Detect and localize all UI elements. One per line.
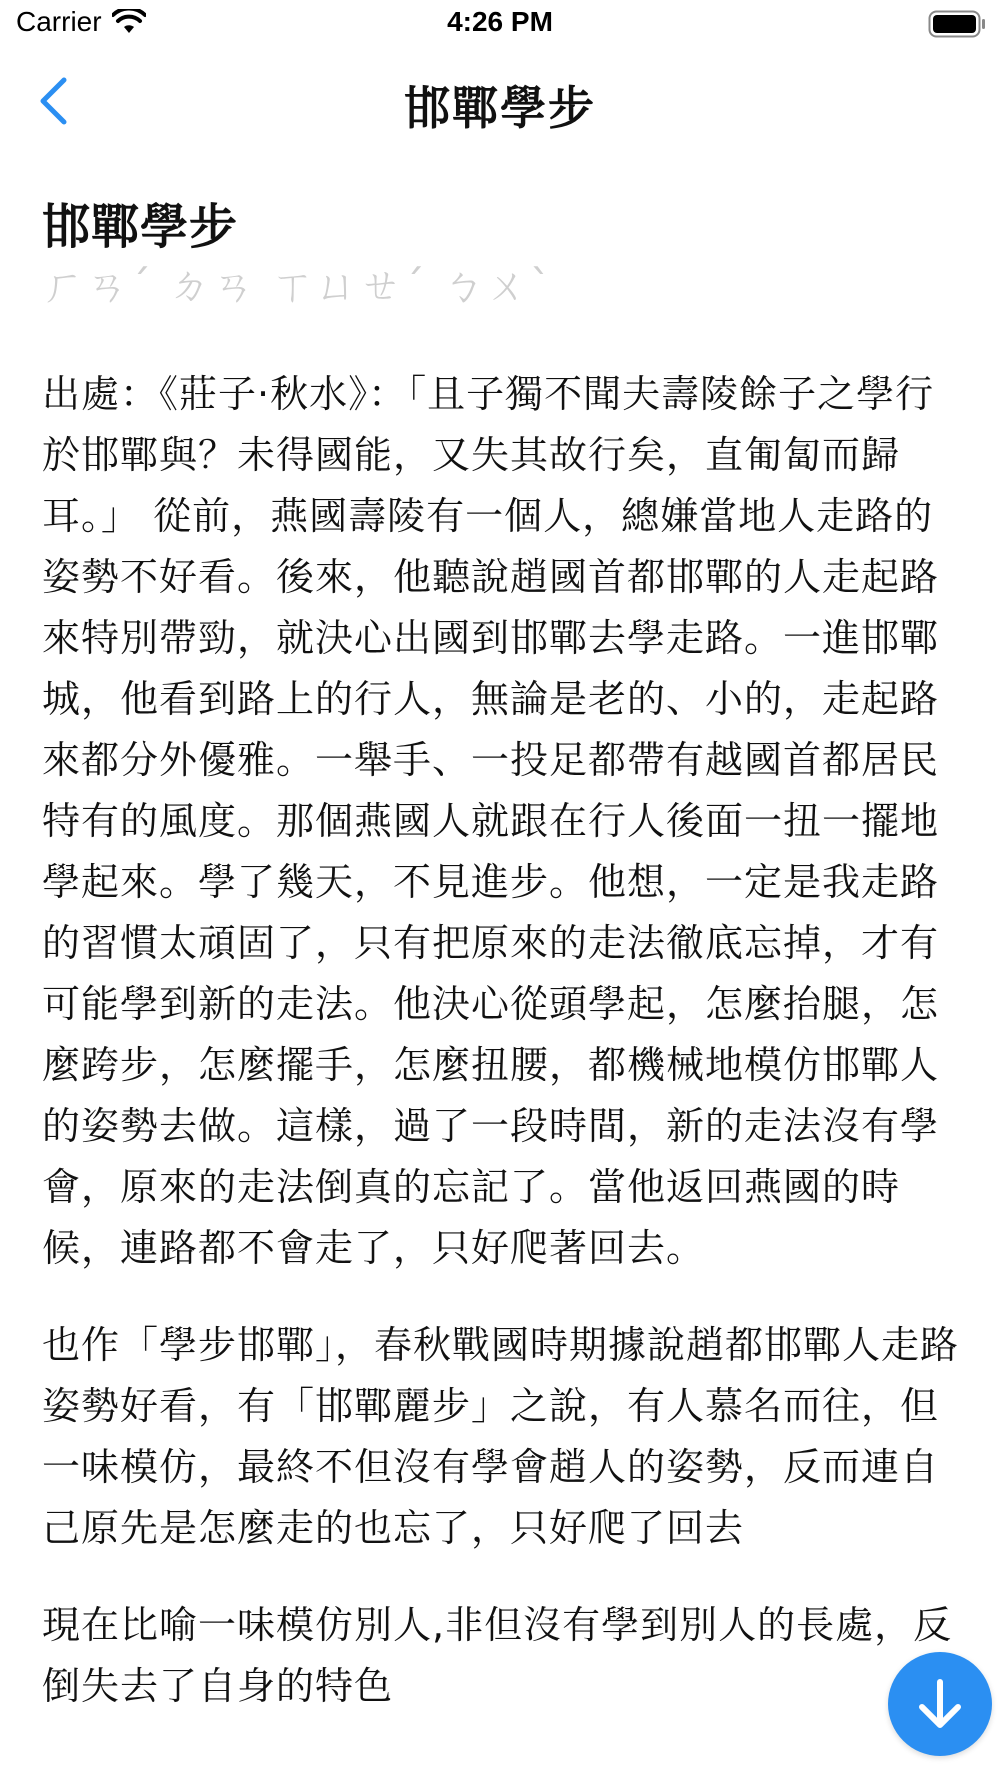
idiom-detail-content <box>42 196 962 1753</box>
navigation-bar <box>0 52 1000 148</box>
origin-paragraph: 出處：《莊子·秋水》：「且子獨不聞夫壽陵餘子之學行於邯鄲與？未得國能，又失其故行矣，直匍匐而歸耳。」 從前，燕國壽陵有一個人，總嫌當地人走路的姿勢不好看。後來，他聽說趙國首都邯鄲的人走起路來特別帶勁，就決心出國到邯鄲去學走路。一進邯鄲城，他看到路上的行人，無論是老的、小的，走起路來都分外優雅。一舉手、一投足都帶有越國首都居民特有的風度。那個燕國人就跟在行人後面一扭一擺地學起來。學了幾天，不見進步。他想，一定是我走路的習慣太頑固了，只有把原來的走法徹底忘掉，才有可能學到新的走法。他決心從頭學起，怎麼抬腿，怎麼跨步，怎麼擺手，怎麼扭腰，都機械地模仿邯鄲人的姿勢去做。這樣，過了一段時間，新的走法沒有學會，原來的走法倒真的忘記了。當他返回燕國的時候，連路都不會走了，只好爬著回去。 <box>42 372 940 1270</box>
idiom-title: 邯鄲學步 <box>42 199 239 255</box>
status-bar <box>0 0 1000 50</box>
arrow-down-icon <box>910 1674 970 1734</box>
carrier-label: Carrier <box>16 6 102 37</box>
nav-title: 邯鄲學步 <box>404 81 596 135</box>
variant-paragraph: 也作「學步邯鄲」，春秋戰國時期據說趙都邯鄲人走路姿勢好看，有「邯鄲麗步」之說，有人慕名而往，但一味模仿，最終不但沒有學會趙人的姿勢，反而連自己原先是怎麼走的也忘了，只好爬了回去 <box>42 1323 960 1550</box>
scroll-down-button[interactable] <box>888 1652 992 1756</box>
meaning-paragraph: 現在比喻一味模仿別人,非但沒有學到別人的長處，反倒失去了自身的特色 <box>42 1603 953 1708</box>
battery-icon <box>928 10 986 38</box>
idiom-zhuyin: ㄏㄢˊ ㄉㄢ ㄒㄩㄝˊ ㄅㄨˋ <box>42 261 554 310</box>
status-time: 4:26 PM <box>447 6 553 37</box>
